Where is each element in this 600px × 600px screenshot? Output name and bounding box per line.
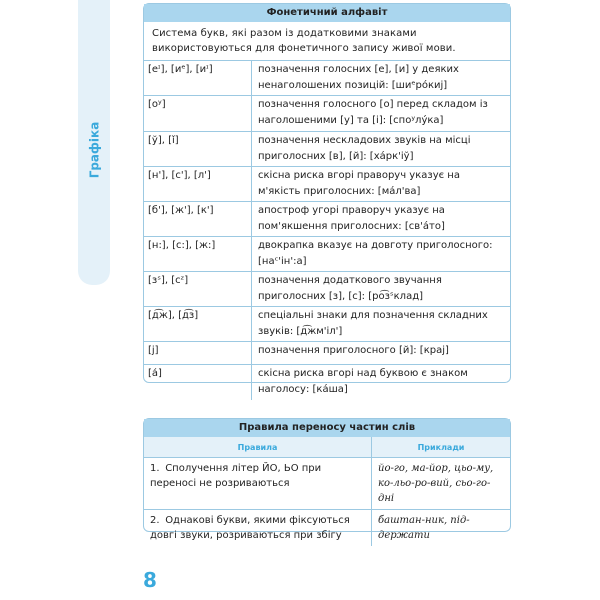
description-cell: позначення нескладових звуків на місці приголосних [в], [й]: [хáрк'іў] bbox=[252, 132, 511, 167]
rule-number: 1. bbox=[150, 463, 160, 474]
phonetic-alphabet-table bbox=[143, 3, 511, 395]
description-cell: позначення голосного [о] перед складом із наголошеними [у] та [і]: [споʸлýка] bbox=[252, 96, 511, 132]
rule-text: Однакові букви, якими фіксуються довгі звуки, розриваються при збігу bbox=[150, 515, 350, 541]
rule-cell bbox=[144, 510, 372, 547]
header-row bbox=[144, 437, 510, 458]
symbol-cell: [н:], [с:], [ж:] bbox=[144, 237, 252, 272]
symbol-cell: [j] bbox=[144, 342, 252, 365]
symbol-cell: [б'], [ж'], [к'] bbox=[144, 202, 252, 237]
side-tab-label: Графіка bbox=[87, 121, 102, 179]
col-header-rules: Правила bbox=[144, 437, 372, 458]
side-tab-label-wrap bbox=[78, 120, 110, 180]
table-row bbox=[144, 272, 510, 307]
symbol-cell: [оʸ] bbox=[144, 96, 252, 132]
example-cell: йо-го, ма-йор, цьо-му, ко-льо-ро-вий, сьо-го-дні bbox=[372, 458, 511, 510]
symbol-cell: [еᶦ], [иᵉ], [иᶦ] bbox=[144, 61, 252, 96]
description-cell: скісна риска вгорі над буквою є знаком наголосу: [кáша] bbox=[258, 368, 468, 395]
table-row bbox=[144, 307, 510, 342]
table-row bbox=[144, 202, 510, 237]
hyphenation-rows bbox=[144, 437, 510, 546]
description-cell: позначення голосних [е], [и] у деяких ненаголошених позицій: [шиᵉрóкиј] bbox=[252, 61, 511, 96]
hyphenation-rules-table bbox=[143, 418, 511, 541]
table-row bbox=[144, 342, 510, 365]
table-row bbox=[144, 458, 510, 510]
hyphenation-title: Правила переносу частин слів bbox=[144, 419, 510, 437]
page-number: 8 bbox=[143, 568, 157, 592]
table-row bbox=[144, 365, 510, 401]
phonetic-title: Фонетичний алфавіт bbox=[144, 4, 510, 22]
symbol-cell: [ў], [ǐ] bbox=[144, 132, 252, 167]
example-cell: баштан-ник, під-держати bbox=[378, 515, 470, 541]
symbol-cell: [н'], [с'], [л'] bbox=[144, 167, 252, 202]
rule-number: 2. bbox=[150, 515, 160, 526]
col-header-examples: Приклади bbox=[372, 437, 511, 458]
table-row bbox=[144, 96, 510, 132]
table-row bbox=[144, 61, 510, 96]
rule-text: Сполучення літер ЙО, ЬО при переносі не розриваються bbox=[150, 463, 322, 489]
table-row bbox=[144, 132, 510, 167]
rule-cell bbox=[144, 458, 372, 510]
table-row bbox=[144, 510, 510, 547]
symbol-cell: [а́] bbox=[144, 365, 252, 401]
description-cell: апостроф угорі праворуч указує на пом'якшення приголосних: [св'áто] bbox=[252, 202, 511, 237]
description-cell: позначення приголосного [й]: [крај] bbox=[252, 342, 511, 365]
phonetic-intro: Система букв, які разом із додатковими знаками використовуються для фонетичного запису живої мови. bbox=[144, 22, 510, 61]
description-cell: спеціальні знаки для позначення складних звуків: [д͡жм'іл'] bbox=[252, 307, 511, 342]
table-row bbox=[144, 237, 510, 272]
description-cell: позначення додаткового звучання приголосних [з], [с]: [ро͡зˢклад] bbox=[252, 272, 511, 307]
phonetic-rows bbox=[144, 61, 510, 400]
description-cell: скісна риска вгорі праворуч указує на м'якість приголосних: [мáл'ва] bbox=[252, 167, 511, 202]
symbol-cell: [зˢ], [сᶻ] bbox=[144, 272, 252, 307]
description-cell: двокрапка вказує на довготу приголосного: [наᶜ'ін':а] bbox=[252, 237, 511, 272]
table-row bbox=[144, 167, 510, 202]
symbol-cell: [д͡ж], [д͡з] bbox=[144, 307, 252, 342]
